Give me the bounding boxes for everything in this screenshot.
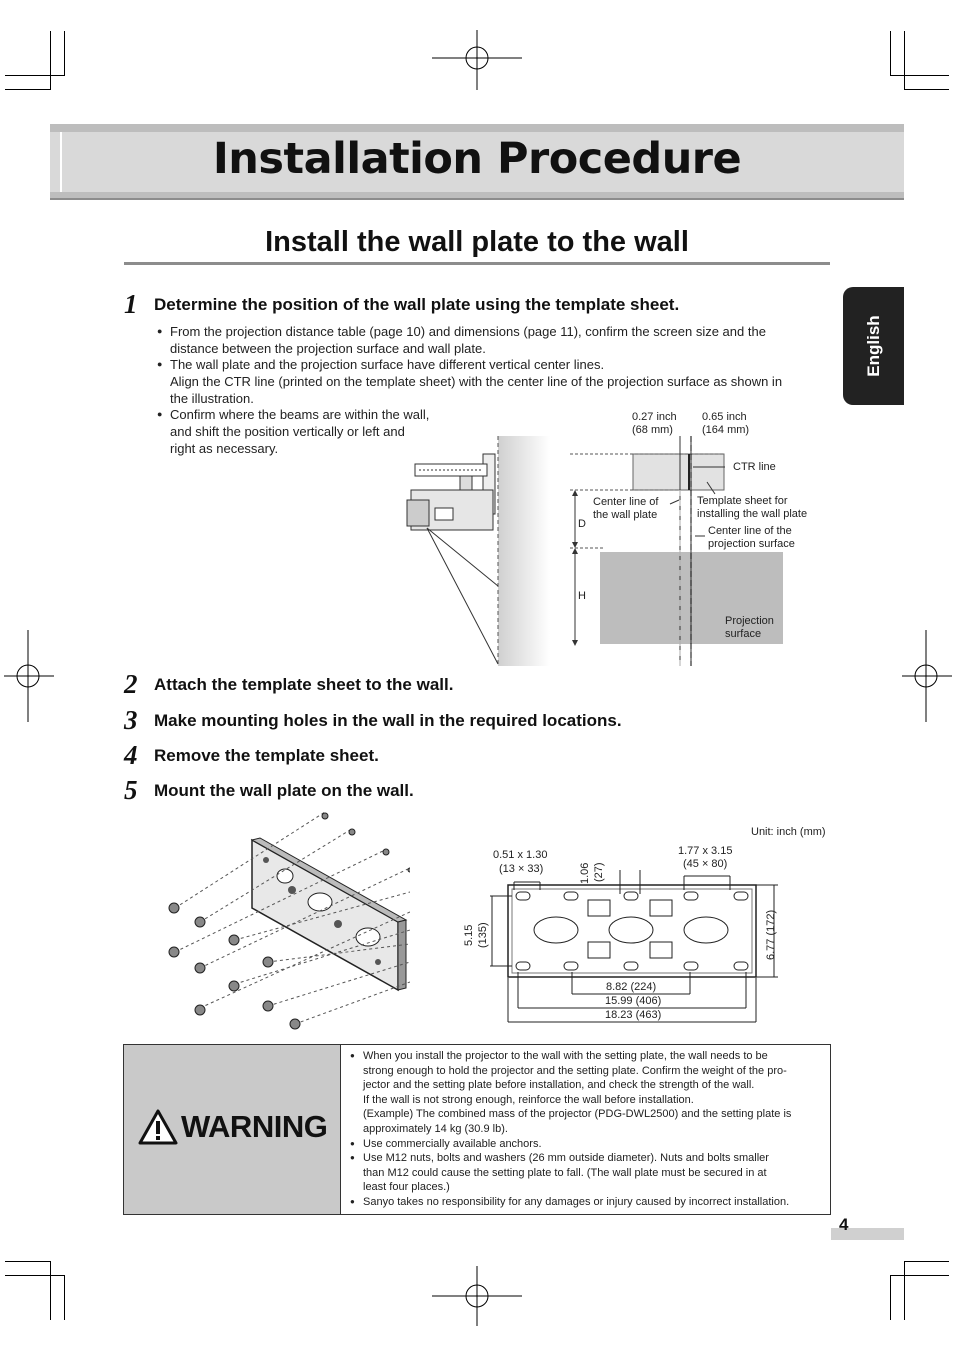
warning-header: [124, 1045, 341, 1214]
step-text: Make mounting holes in the wall in the required locations.: [154, 711, 622, 730]
callout-label: Center line of the: [708, 525, 792, 537]
wall-plate-exploded-view: [160, 812, 410, 1032]
step-number: 3: [124, 705, 138, 735]
callout-label: Center line of: [593, 496, 659, 508]
dim-label: 15.99 (406): [605, 995, 662, 1007]
step-number: 2: [124, 669, 138, 699]
step-number: 4: [124, 740, 138, 770]
bullet-item: ● The wall plate and the projection surface have different vertical center lines. Align the CTR line (printed on the template sheet) with the center line of the projection surface as shown in the illustration.: [157, 357, 783, 406]
unit-label: Unit: inch (mm): [751, 826, 826, 838]
dim-label: 1.06: [579, 862, 591, 884]
dim-label: (68 mm): [632, 424, 673, 436]
step-text: Mount the wall plate on the wall.: [154, 781, 414, 800]
dim-label: 5.15: [463, 924, 475, 946]
dim-label: 18.23 (463): [605, 1009, 662, 1021]
dim-label: 0.65 inch: [702, 411, 747, 423]
callout-label: installing the wall plate: [697, 508, 808, 520]
page-title: Installation Procedure: [212, 134, 742, 184]
bullet-item: ● From the projection distance table (page 10) and dimensions (page 11), confirm the screen size and the distance between the projection surface and wall plate.: [157, 324, 766, 356]
dim-label-d: D: [578, 518, 586, 530]
section-title: Install the wall plate to the wall: [124, 226, 830, 265]
callout-label: Projection: [725, 615, 774, 627]
dim-label: 0.51 x 1.30: [493, 849, 548, 861]
callout-label: surface: [725, 628, 762, 640]
dim-label: (164 mm): [702, 424, 750, 436]
dim-label: 6.77 (172): [765, 909, 777, 960]
dim-label: (45 × 80): [683, 858, 728, 870]
dim-label: 0.27 inch: [632, 411, 677, 423]
step-number: 5: [124, 775, 138, 805]
dim-label-h: H: [578, 590, 586, 602]
dim-label: 1.77 x 3.15: [678, 845, 733, 857]
callout-label: projection surface: [708, 538, 795, 550]
step-text: Remove the template sheet.: [154, 746, 379, 765]
page-number: 4: [839, 1215, 849, 1234]
warning-item: ● Use M12 nuts, bolts and washers (26 mm outside diameter). Nuts and bolts smaller than M12 could cause the setting plate to fall. (The wall plate must be secured in at least four places.): [350, 1152, 769, 1194]
page-number-tab: [831, 1214, 904, 1240]
callout-label: Template sheet for: [697, 495, 788, 507]
warning-box: [123, 1044, 831, 1215]
bullet-item: ● Confirm where the beams are within the wall, and shift the position vertically or left and right as necessary.: [157, 407, 430, 456]
warning-triangle-icon: [138, 1109, 178, 1145]
warning-item: ● Sanyo takes no responsibility for any damages or injury caused by incorrect installation.: [350, 1196, 790, 1208]
step-text: Attach the template sheet to the wall.: [154, 675, 454, 694]
step-text: Determine the position of the wall plate using the template sheet.: [154, 295, 680, 314]
projector-side-view: [405, 436, 550, 666]
dim-label: (13 × 33): [499, 863, 544, 875]
step-number: 1: [124, 289, 138, 319]
language-tab-label: English: [864, 315, 883, 377]
callout-label: the wall plate: [593, 509, 658, 521]
warning-label: WARNING: [181, 1109, 328, 1144]
dim-label: (27): [593, 862, 605, 882]
warning-item: ● When you install the projector to the wall with the setting plate, the wall needs to be strong enough to hold the projector and the setting plate. Confirm the weight of the pro- jector and the setting plate before installation, and check the strength of the wall. If the wall is not strong enough, reinforce the wall before installation. (Example) The combined mass of the projector (PDG-DWL2500) and the setting plate is approximately 14 kg (30.9 lb).: [350, 1050, 792, 1135]
dim-label: 8.82 (224): [606, 981, 657, 993]
warning-item: ● Use commercially available anchors.: [350, 1138, 542, 1150]
language-tab: [843, 287, 904, 405]
ctr-line-label: CTR line: [733, 461, 776, 473]
dim-label: (135): [477, 922, 489, 948]
